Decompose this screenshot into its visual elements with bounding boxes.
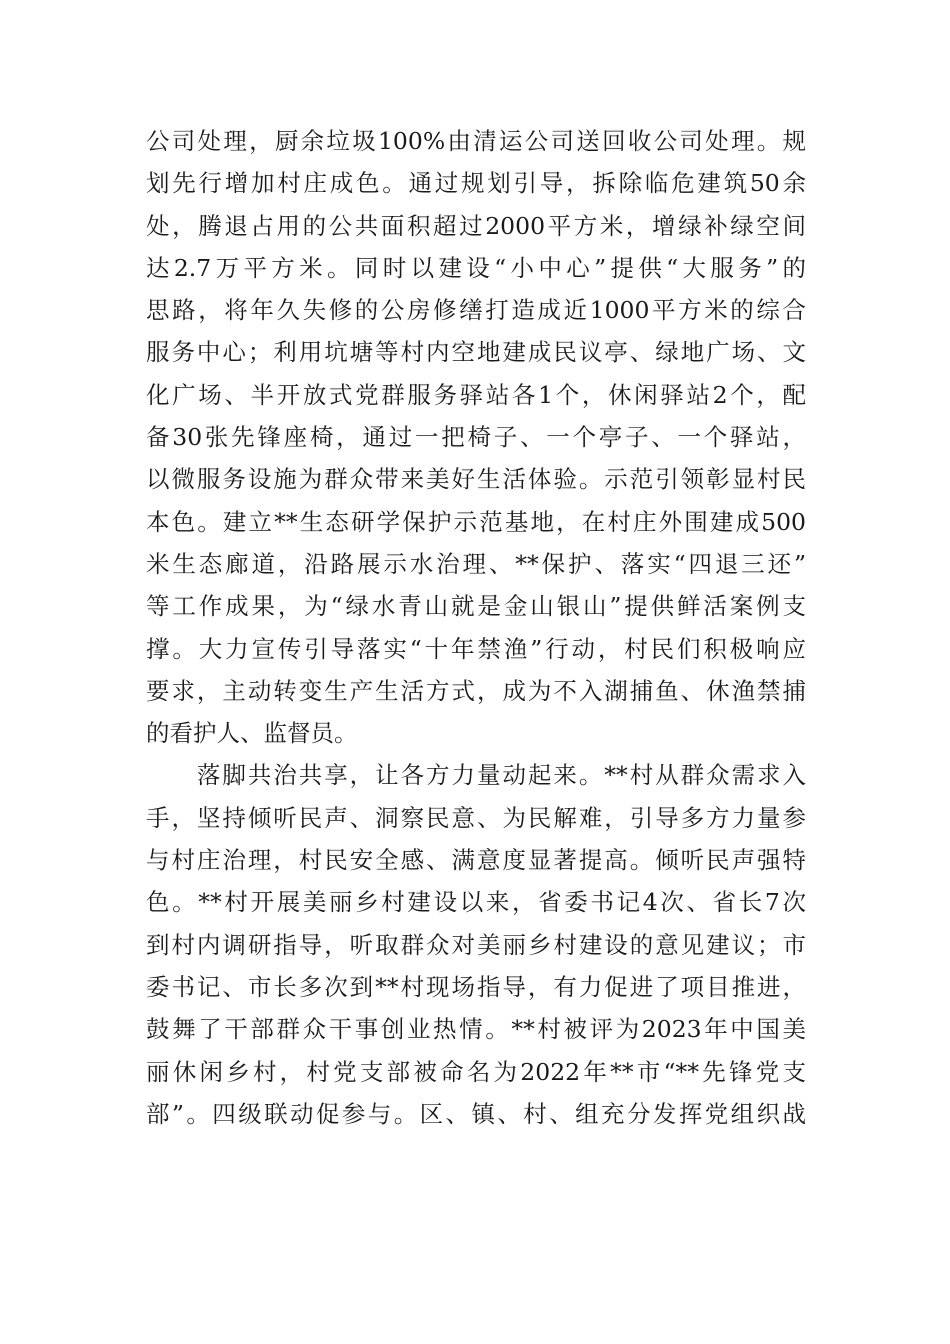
text-line: 处，腾退占用的公共面积超过2000平方米，增绿补绿空间 (146, 211, 806, 240)
text-line: 丽休闲乡村，村党支部被命名为2022年**市“**先锋党支 (146, 1057, 806, 1086)
text-line: 与村庄治理，村民安全感、满意度显著提高。倾听民声强特 (146, 846, 806, 875)
text-line: 备30张先锋座椅，通过一把椅子、一个亭子、一个驿站， (146, 423, 806, 452)
text-line: 划先行增加村庄成色。通过规划引导，拆除临危建筑50余 (146, 169, 806, 198)
text-line: 要求，主动转变生产生活方式，成为不入湖捕鱼、休渔禁捕 (146, 676, 806, 705)
text-line: 以微服务设施为群众带来美好生活体验。示范引领彰显村民 (146, 465, 806, 494)
text-line: 服务中心；利用坑塘等村内空地建成民议亭、绿地广场、文 (146, 338, 806, 367)
text-line: 等工作成果，为“绿水青山就是金山银山”提供鲜活案例支 (146, 592, 806, 621)
text-line: 达2.7万平方米。同时以建设“小中心”提供“大服务”的 (146, 253, 806, 282)
text-line: 鼓舞了干部群众干事创业热情。**村被评为2023年中国美 (146, 1015, 806, 1044)
text-line: 撑。大力宣传引导落实“十年禁渔”行动，村民们积极响应 (146, 634, 806, 663)
text-line: 公司处理，厨余垃圾100%由清运公司送回收公司处理。规 (146, 127, 806, 155)
text-line: 手，坚持倾听民声、洞察民意、为民解难，引导多方力量参 (146, 803, 806, 832)
text-line: 落脚共治共享，让各方力量动起来。**村从群众需求入 (146, 761, 806, 790)
body-text (146, 120, 806, 1135)
text-line: 思路，将年久失修的公房修缮打造成近1000平方米的综合 (146, 296, 806, 325)
text-line: 委书记、市长多次到**村现场指导，有力促进了项目推进， (146, 972, 806, 1001)
text-line: 到村内调研指导，听取群众对美丽乡村建设的意见建议；市 (146, 930, 806, 959)
text-line: 本色。建立**生态研学保护示范基地，在村庄外围建成500 (146, 507, 806, 536)
text-line: 的看护人、监督员。 (146, 719, 358, 748)
text-line: 化广场、半开放式党群服务驿站各1个，休闲驿站2个，配 (146, 380, 806, 409)
text-line: 米生态廊道，沿路展示水治理、**保护、落实“四退三还” (146, 549, 806, 578)
text-line: 部”。四级联动促参与。区、镇、村、组充分发挥党组织战 (146, 1099, 806, 1128)
text-line: 色。**村开展美丽乡村建设以来，省委书记4次、省长7次 (146, 888, 806, 917)
